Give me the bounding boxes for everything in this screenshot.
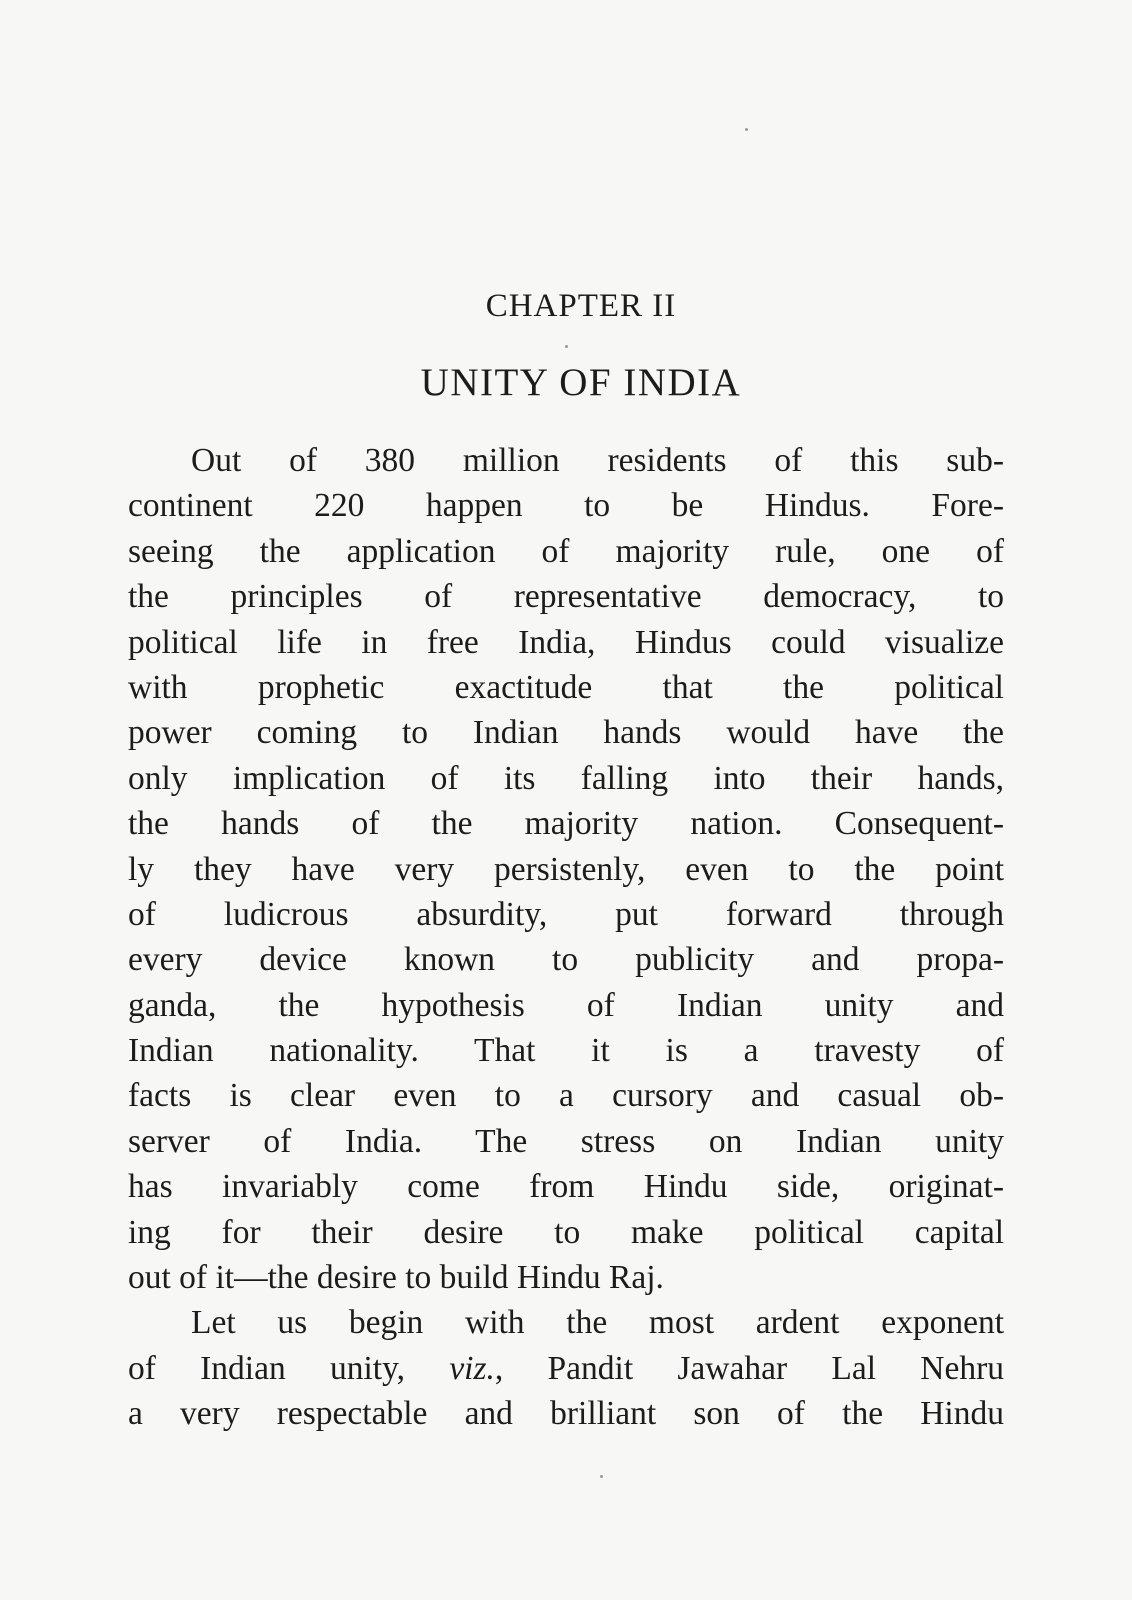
text-line: every device known to publicity and propa- — [128, 941, 1004, 979]
text-segment: of Indian unity, — [128, 1349, 450, 1387]
text-line: the hands of the majority nation. Consequent- — [128, 805, 1004, 843]
text-line: the principles of representative democracy, to — [128, 578, 1004, 616]
paper-speck — [745, 128, 748, 131]
text-line: ing for their desire to make political capital — [128, 1213, 1004, 1251]
text-line: Indian nationality. That it is a travesty of — [128, 1032, 1004, 1070]
text-line: political life in free India, Hindus could visualize — [128, 623, 1004, 661]
text-line: facts is clear even to a cursory and casual ob- — [128, 1077, 1004, 1115]
italic-text: viz. — [449, 1349, 495, 1387]
text-line: has invariably come from Hindu side, originat- — [128, 1168, 1004, 1206]
text-line: with prophetic exactitude that the political — [128, 668, 1004, 706]
text-line: continent 220 happen to be Hindus. Fore- — [128, 487, 1004, 525]
text-line: ly they have very persistenly, even to the point — [128, 850, 1004, 888]
text-line: a very respectable and brilliant son of the Hindu — [128, 1395, 1004, 1433]
paper-speck — [600, 1475, 603, 1478]
text-line: seeing the application of majority rule, one of — [128, 532, 1004, 570]
text-line: only implication of its falling into their hands, — [128, 759, 1004, 797]
text-line — [128, 1346, 1004, 1391]
paragraph-2 — [128, 1300, 1004, 1436]
text-line: Out of 380 million residents of this sub- — [191, 442, 1004, 479]
text-line: of ludicrous absurdity, put forward through — [128, 895, 1004, 933]
chapter-title: UNITY OF INDIA — [420, 361, 742, 404]
paper-speck — [565, 345, 568, 348]
text-line: server of India. The stress on Indian unity — [128, 1122, 1004, 1160]
text-line: ganda, the hypothesis of Indian unity and — [128, 986, 1004, 1024]
text-segment: , Pandit Jawahar Lal Nehru — [494, 1349, 1004, 1387]
paragraph-1 — [128, 438, 1004, 1300]
text-line: Let us begin with the most ardent exponent — [191, 1304, 1004, 1342]
text-line: out of it—the desire to build Hindu Raj. — [128, 1259, 664, 1297]
chapter-label: CHAPTER II — [485, 288, 677, 324]
chapter-body — [128, 438, 1004, 1437]
text-line: power coming to Indian hands would have the — [128, 714, 1004, 752]
